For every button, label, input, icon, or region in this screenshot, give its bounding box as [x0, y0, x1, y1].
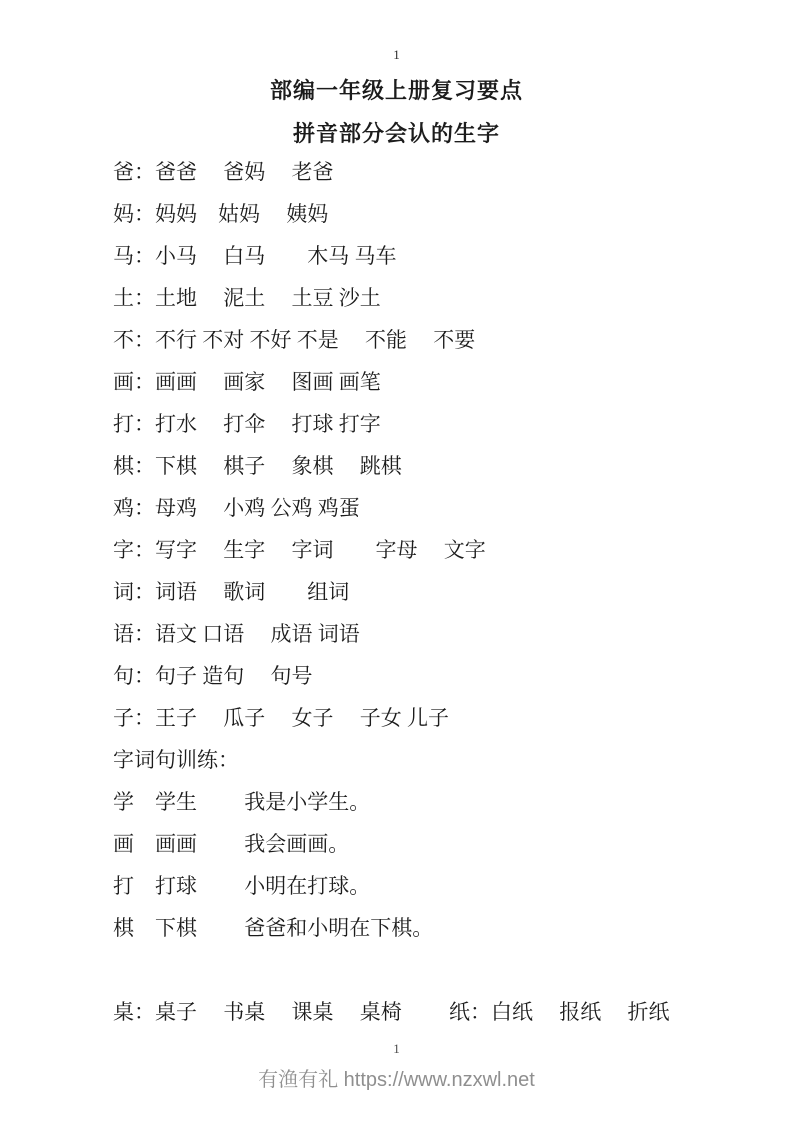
text-line: 桌：桌子 书桌 课桌 桌椅 纸：白纸 报纸 折纸: [113, 1000, 670, 1024]
text-line: 鸡：母鸡 小鸡 公鸡 鸡蛋: [113, 496, 360, 520]
footer-page-number: 1: [393, 1041, 400, 1056]
text-line: 画 画画 我会画画。: [113, 832, 350, 856]
text-line: 打 打球 小明在打球。: [113, 874, 371, 898]
watermark-text: 有渔有礼 https://www.nzxwl.net: [258, 1069, 535, 1091]
text-line: 土：土地 泥土 土豆 沙土: [113, 286, 381, 310]
text-line: [113, 949, 773, 991]
text-line: 棋：下棋 棋子 象棋 跳棋: [113, 454, 402, 478]
text-line: 不：不行 不对 不好 不是 不能 不要: [113, 328, 476, 352]
document-body: [113, 151, 773, 1033]
text-line: 学 学生 我是小学生。: [113, 790, 371, 814]
page-title: 部编一年级上册复习要点: [269, 78, 523, 103]
text-line: 语：语文 口语 成语 词语: [113, 622, 360, 646]
header-page-number: 1: [393, 47, 400, 62]
text-line: 词：词语 歌词 组词: [113, 580, 350, 604]
text-line: 妈：妈妈 姑妈 姨妈: [113, 202, 329, 226]
text-line: 棋 下棋 爸爸和小明在下棋。: [113, 916, 434, 940]
text-line: 句：句子 造句 句号: [113, 664, 313, 688]
text-line: 子：王子 瓜子 女子 子女 儿子: [113, 706, 449, 730]
text-line: 打：打水 打伞 打球 打字: [113, 412, 381, 436]
text-line: 字词句训练：: [113, 748, 239, 772]
page-subtitle: 拼音部分会认的生字: [292, 121, 500, 146]
text-line: 画：画画 画家 图画 画笔: [113, 370, 381, 394]
text-line: 马：小马 白马 木马 马车: [113, 244, 397, 268]
text-line: 字：写字 生字 字词 字母 文字: [113, 538, 486, 562]
text-line: 爸：爸爸 爸妈 老爸: [113, 160, 334, 184]
